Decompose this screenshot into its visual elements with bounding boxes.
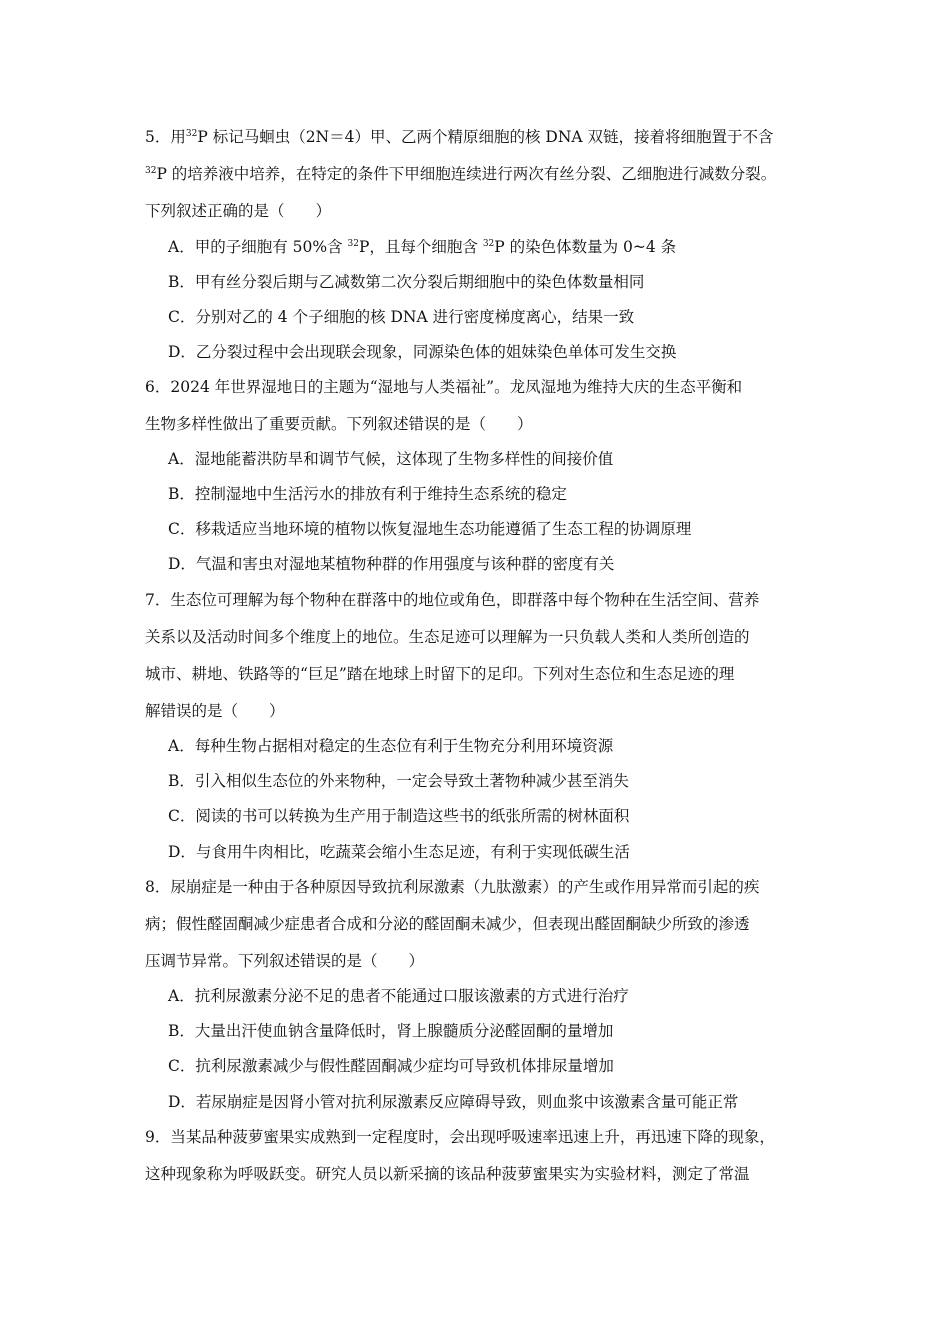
q6-option-a: A．湿地能蓄洪防旱和调节气候，这体现了生物多样性的间接价值 bbox=[168, 450, 614, 468]
q7-option-c: C．阅读的书可以转换为生产用于制造这些书的纸张所需的树林面积 bbox=[168, 807, 630, 825]
q8-stem-line-3: 压调节异常。下列叙述错误的是（ ） bbox=[145, 952, 425, 970]
option-text: P，且每个细胞含 bbox=[358, 238, 483, 256]
option-text: A．甲的子细胞有 50%含 bbox=[168, 238, 348, 256]
q8-option-a: A．抗利尿激素分泌不足的患者不能通过口服该激素的方式进行治疗 bbox=[168, 987, 629, 1005]
q6-text: 2024 年世界湿地日的主题为“湿地与人类福祉”。龙凤湿地为维持大庆的生态平衡和 bbox=[170, 378, 743, 396]
option-text: P 的染色体数量为 0~4 条 bbox=[494, 238, 677, 256]
q5-stem-line-1 bbox=[145, 127, 802, 147]
q7-stem-line-2: 关系以及活动时间多个维度上的地位。生态足迹可以理解为一只负载人类和人类所创造的 bbox=[145, 628, 750, 646]
q5-option-b: B．甲有丝分裂后期与乙减数第二次分裂后期细胞中的染色体数量相同 bbox=[168, 273, 645, 291]
q5-option-d: D．乙分裂过程中会出现联会现象，同源染色体的姐妹染色单体可发生交换 bbox=[168, 343, 677, 361]
q6-stem-line-1 bbox=[145, 377, 802, 397]
q5-option-a bbox=[168, 237, 802, 257]
q8-option-c: C．抗利尿激素减少与假性醛固酮减少症均可导致机体排尿量增加 bbox=[168, 1057, 614, 1075]
q7-option-b: B．引入相似生态位的外来物种，一定会导致土著物种减少甚至消失 bbox=[168, 772, 629, 790]
q5-option-c: C．分别对乙的 4 个子细胞的核 DNA 进行密度梯度离心，结果一致 bbox=[168, 308, 635, 326]
q5-text: 用 bbox=[170, 128, 186, 146]
q5-text: P 标记马蛔虫（2N＝4）甲、乙两个精原细胞的核 DNA 双链，接着将细胞置于不含 bbox=[197, 128, 774, 146]
q9-number: 9． bbox=[145, 1128, 171, 1146]
q5-number: 5． bbox=[145, 128, 171, 146]
q8-option-d: D．若尿崩症是因肾小管对抗利尿激素反应障碍导致，则血浆中该激素含量可能正常 bbox=[168, 1093, 739, 1111]
isotope-superscript: 32 bbox=[145, 166, 157, 176]
q8-stem-line-2: 病；假性醛固酮减少症患者合成和分泌的醛固酮未减少，但表现出醛固酮缺少所致的渗透 bbox=[145, 915, 750, 933]
q9-stem-line-2: 这种现象称为呼吸跃变。研究人员以新采摘的该品种菠萝蜜果实为实验材料，测定了常温 bbox=[145, 1165, 750, 1183]
isotope-superscript: 32 bbox=[185, 129, 198, 139]
q6-option-d: D．气温和害虫对湿地某植物种群的作用强度与该种群的密度有关 bbox=[168, 555, 615, 573]
q8-option-b: B．大量出汗使血钠含量降低时，肾上腺髓质分泌醛固酮的量增加 bbox=[168, 1022, 614, 1040]
q7-option-d: D．与食用牛肉相比，吃蔬菜会缩小生态足迹，有利于实现低碳生活 bbox=[168, 843, 630, 861]
q7-stem-line-3: 城市、耕地、铁路等的“巨足”踏在地球上时留下的足印。下列对生态位和生态足迹的理 bbox=[145, 665, 735, 683]
isotope-superscript: 32 bbox=[482, 239, 495, 249]
isotope-superscript: 32 bbox=[347, 239, 359, 249]
q8-number: 8． bbox=[145, 878, 171, 896]
q9-text: 当某品种菠萝蜜果实成熟到一定程度时，会出现呼吸速率迅速上升，再迅速下降的现象， bbox=[170, 1128, 775, 1146]
q9-stem-line-1 bbox=[145, 1127, 802, 1147]
q7-stem-line-1 bbox=[145, 590, 802, 610]
q5-stem-line-2 bbox=[145, 164, 802, 184]
q5-stem-line-3: 下列叙述正确的是（ ） bbox=[145, 202, 332, 220]
q6-number: 6． bbox=[145, 378, 171, 396]
q8-text: 尿崩症是一种由于各种原因导致抗利尿激素（九肽激素）的产生或作用异常而引起的疾 bbox=[170, 878, 760, 896]
q8-stem-line-1 bbox=[145, 877, 802, 897]
q5-text: P 的培养液中培养，在特定的条件下甲细胞连续进行两次有丝分裂、乙细胞进行减数分裂。 bbox=[156, 165, 777, 183]
q7-stem-line-4: 解错误的是（ ） bbox=[145, 702, 285, 720]
q6-option-b: B．控制湿地中生活污水的排放有利于维持生态系统的稳定 bbox=[168, 485, 567, 503]
q6-option-c: C．移栽适应当地环境的植物以恢复湿地生态功能遵循了生态工程的协调原理 bbox=[168, 520, 692, 538]
q7-option-a: A．每种生物占据相对稳定的生态位有利于生物充分利用环境资源 bbox=[168, 737, 614, 755]
q7-text: 生态位可理解为每个物种在群落中的地位或角色，即群落中每个物种在生活空间、营养 bbox=[170, 591, 760, 609]
q7-number: 7． bbox=[145, 591, 171, 609]
q6-stem-line-2: 生物多样性做出了重要贡献。下列叙述错误的是（ ） bbox=[145, 415, 533, 433]
